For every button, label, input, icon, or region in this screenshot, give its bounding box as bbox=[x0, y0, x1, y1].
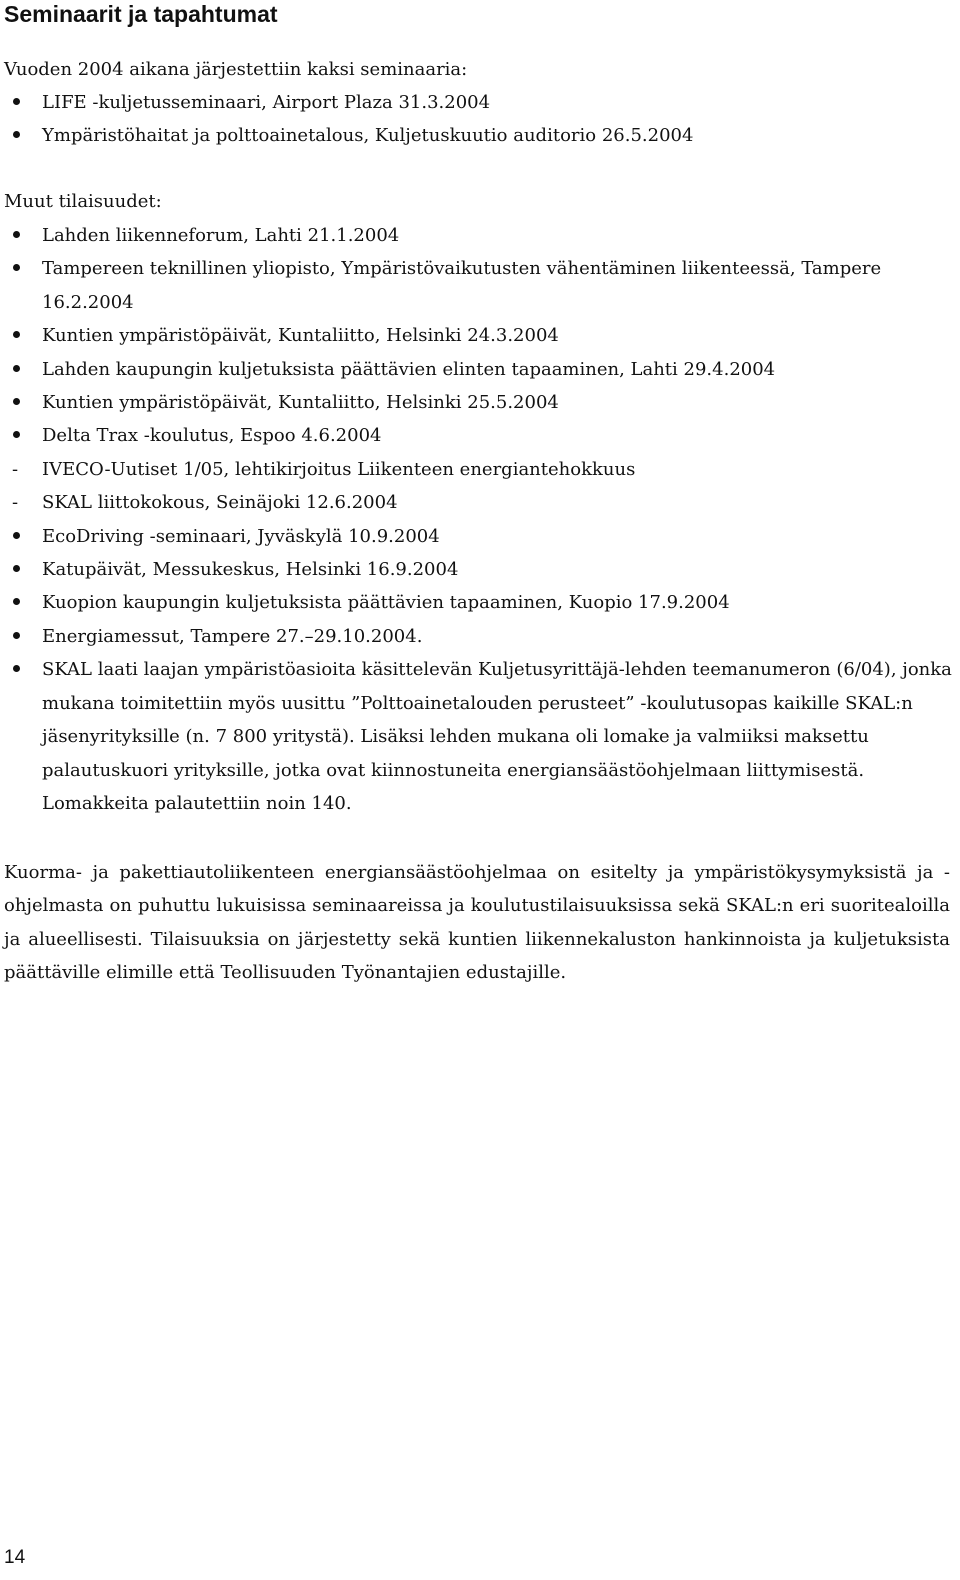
closing-paragraph: Kuorma- ja pakettiautoliikenteen energiansäästöohjelmaa on esitelty ja ympäristökysymyksistä ja -ohjelmasta on puhuttu lukuisissa seminaareissa ja koulutustilaisuuksissa sekä SKAL:n eri suoritealoilla ja alueellisesti. Tilaisuuksia on järjestetty sekä kuntien liikennekaluston hankinnoista ja kuljetuksista päättäville elimille että Teollisuuden Työnantajien edustajille. bbox=[4, 862, 950, 984]
bullet-icon bbox=[6, 252, 26, 285]
seminars-list bbox=[0, 86, 952, 153]
bullet-icon bbox=[6, 653, 26, 686]
list-item bbox=[0, 553, 952, 586]
list-item-text: LIFE -kuljetusseminaari, Airport Plaza 31.3.2004 bbox=[42, 92, 491, 113]
events-intro: Muut tilaisuudet: bbox=[4, 191, 162, 212]
list-item bbox=[0, 453, 952, 486]
list-item bbox=[0, 419, 952, 452]
list-item-text: IVECO-Uutiset 1/05, lehtikirjoitus Liikenteen energiantehokkuus bbox=[42, 458, 636, 480]
bullet-icon bbox=[6, 219, 26, 252]
list-item-text: Lahden kaupungin kuljetuksista päättävien elinten tapaaminen, Lahti 29.4.2004 bbox=[42, 358, 776, 380]
dash-marker: - bbox=[11, 458, 19, 480]
list-item-text: Tampereen teknillinen yliopisto, Ympäristövaikutusten vähentäminen liikenteessä, Tampere 16.2.2004 bbox=[42, 258, 882, 313]
list-item-text: EcoDriving -seminaari, Jyväskylä 10.9.2004 bbox=[42, 525, 440, 547]
bullet-icon bbox=[6, 119, 26, 152]
list-item bbox=[0, 486, 952, 519]
list-item-text: Lahden liikenneforum, Lahti 21.1.2004 bbox=[42, 225, 400, 246]
list-item bbox=[0, 586, 952, 619]
list-item-text: Energiamessut, Tampere 27.–29.10.2004. bbox=[42, 625, 423, 647]
list-item bbox=[0, 653, 952, 820]
events-list bbox=[0, 219, 952, 820]
page-title: Seminaarit ja tapahtumat bbox=[4, 1, 278, 27]
bullet-icon bbox=[6, 353, 26, 386]
bullet-icon bbox=[6, 386, 26, 419]
list-item bbox=[0, 520, 952, 553]
list-item-text: Delta Trax -koulutus, Espoo 4.6.2004 bbox=[42, 425, 382, 447]
list-item-text: Katupäivät, Messukeskus, Helsinki 16.9.2004 bbox=[42, 559, 459, 581]
list-item-text: SKAL laati laajan ympäristöasioita käsittelevän Kuljetusyrittäjä-lehden teemanumeron (6/04), jonka mukana toimitettiin myös uusittu ”Polttoainetalouden perusteet” -koulutusopas kaikille SKAL:n jäsenyrityksille (n. 7 800 yritystä). Lisäksi lehden mukana oli lomake ja valmiiksi maksettu palautuskuori yrityksille, jotka ovat kiinnostuneita energiansäästöohjelmaan liittymisestä. Lomakkeita palautettiin noin 140. bbox=[42, 659, 952, 814]
bullet-icon bbox=[6, 319, 26, 352]
list-item-text: Ympäristöhaitat ja polttoainetalous, Kuljetuskuutio auditorio 26.5.2004 bbox=[42, 125, 694, 147]
dash-marker: - bbox=[11, 492, 19, 514]
bullet-icon bbox=[6, 553, 26, 586]
list-item-text: Kuntien ympäristöpäivät, Kuntaliitto, Helsinki 25.5.2004 bbox=[42, 392, 559, 414]
list-item-text: Kuopion kaupungin kuljetuksista päättävien tapaaminen, Kuopio 17.9.2004 bbox=[42, 592, 730, 614]
list-item bbox=[0, 386, 952, 419]
list-item-text: Kuntien ympäristöpäivät, Kuntaliitto, Helsinki 24.3.2004 bbox=[42, 325, 559, 347]
list-item-text: SKAL liittokokous, Seinäjoki 12.6.2004 bbox=[42, 492, 398, 514]
bullet-icon bbox=[6, 620, 26, 653]
list-item bbox=[0, 353, 952, 386]
list-item bbox=[0, 252, 952, 319]
page-number: 14 bbox=[4, 1547, 26, 1568]
seminars-intro: Vuoden 2004 aikana järjestettiin kaksi seminaaria: bbox=[4, 59, 468, 80]
list-item bbox=[0, 219, 952, 252]
bullet-icon bbox=[6, 586, 26, 619]
list-item bbox=[0, 119, 952, 152]
bullet-icon bbox=[6, 419, 26, 452]
list-item bbox=[0, 319, 952, 352]
list-item bbox=[0, 620, 952, 653]
list-item bbox=[0, 86, 952, 119]
bullet-icon bbox=[6, 86, 26, 119]
bullet-icon bbox=[6, 520, 26, 553]
